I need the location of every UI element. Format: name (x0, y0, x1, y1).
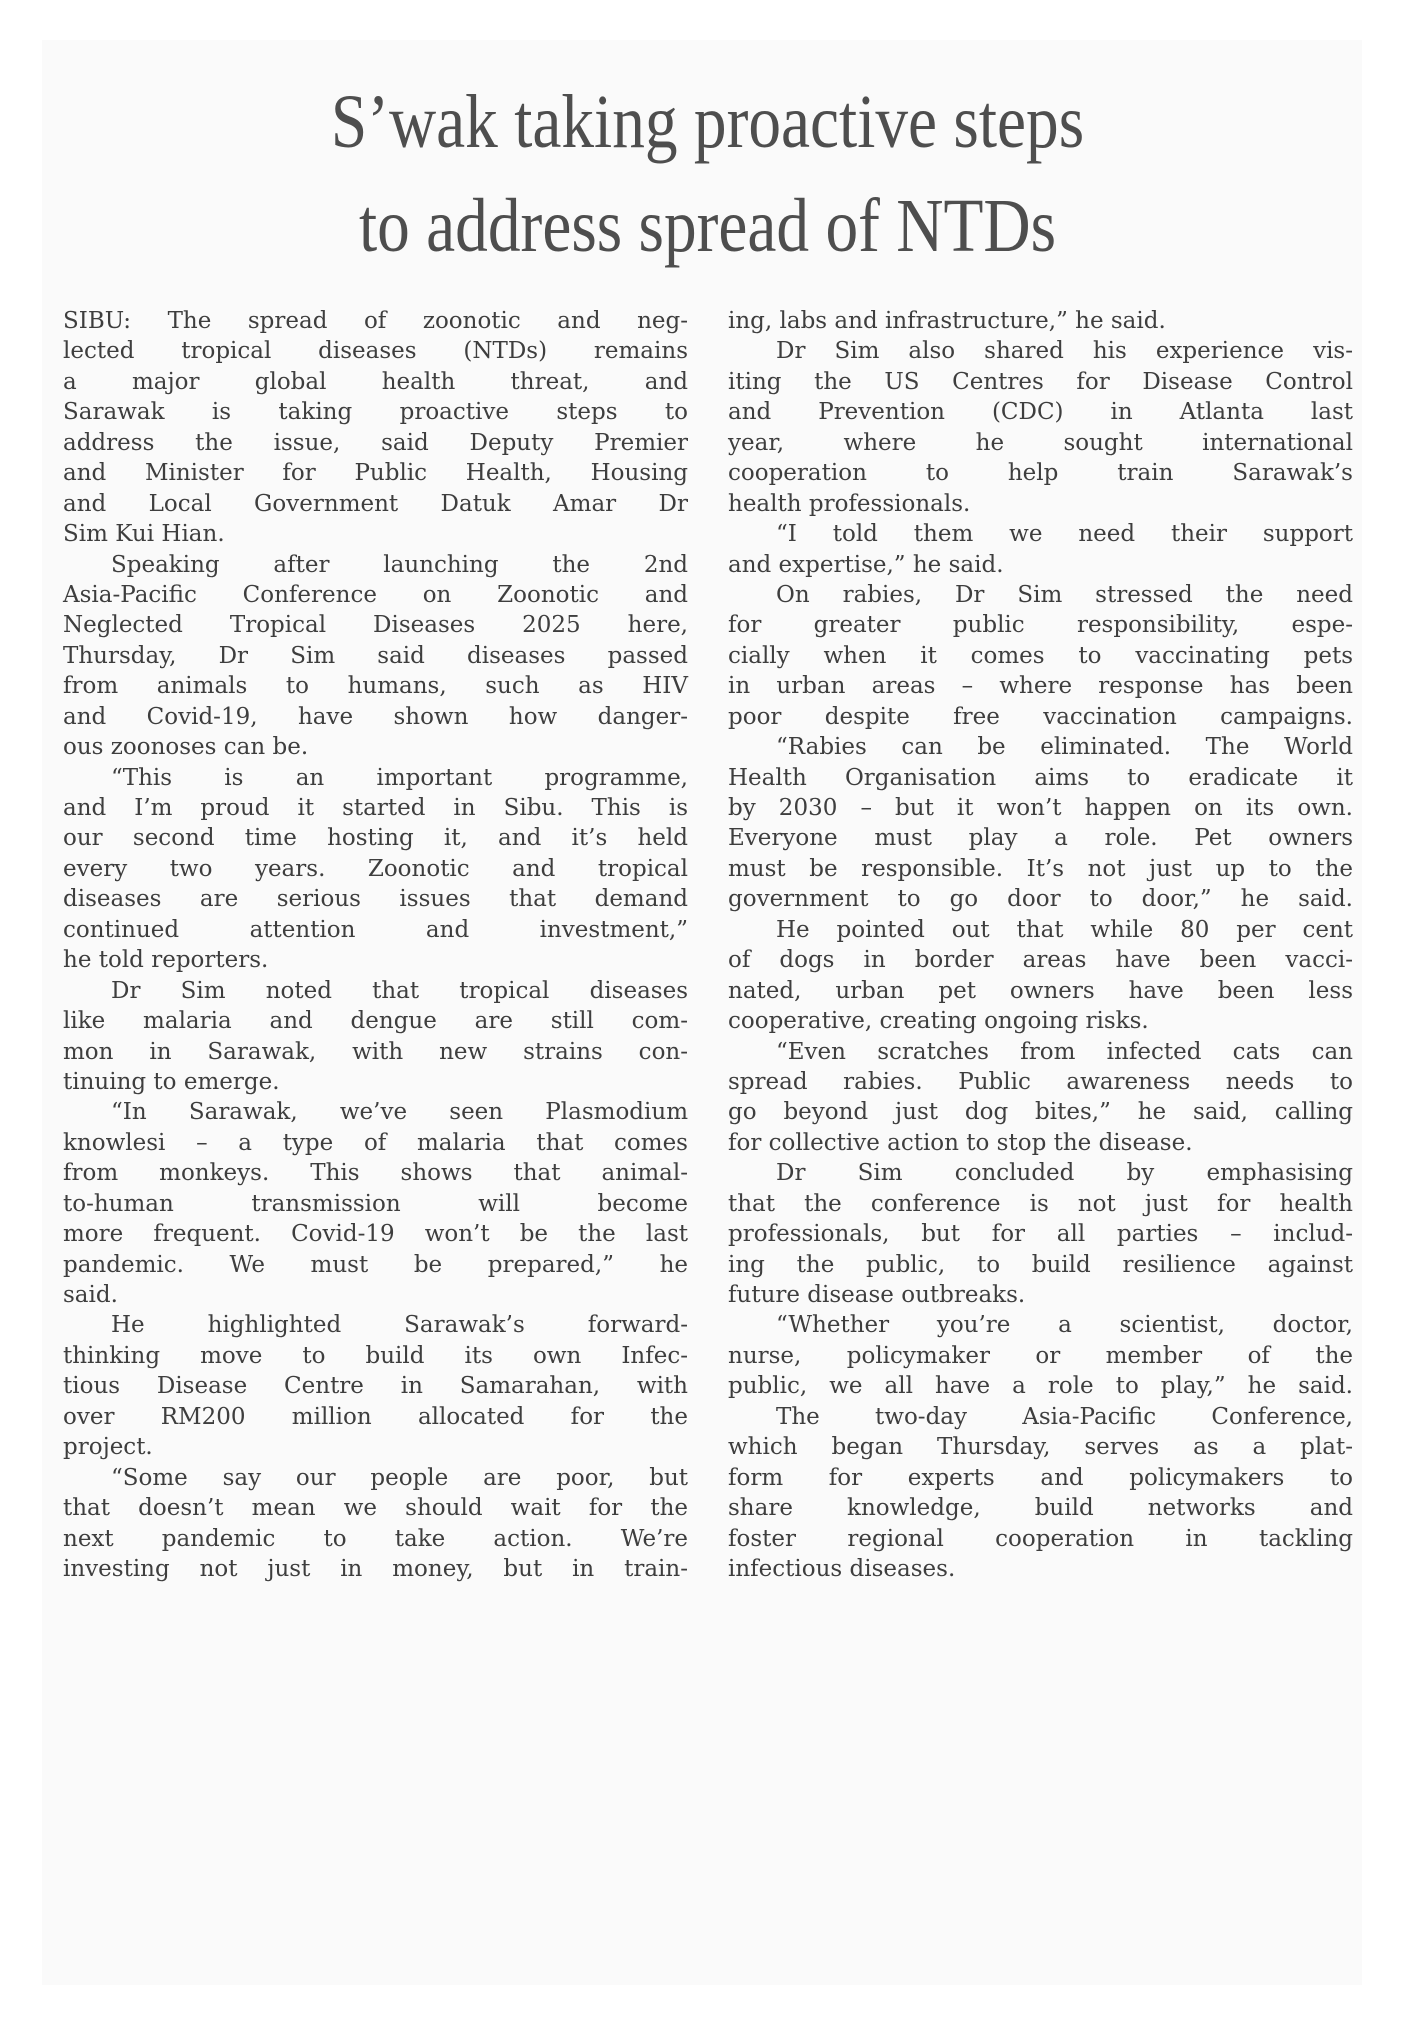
article-text-line: knowlesi – a type of malaria that comes (63, 1129, 688, 1156)
article-text-line: tinuing to emerge. (63, 1068, 280, 1095)
article-text-line: more frequent. Covid-19 won’t be the last (63, 1221, 688, 1248)
article-text-line: Dr Sim concluded by emphasising (776, 1160, 1353, 1187)
article-text-line: Sarawak is taking proactive steps to (63, 399, 688, 426)
article-text-line: Speaking after launching the 2nd (111, 551, 688, 578)
article-text-line: which began Thursday, serves as a plat- (728, 1434, 1353, 1461)
article-text-line: He pointed out that while 80 per cent (776, 916, 1353, 943)
article-text-line: pandemic. We must be prepared,” he (63, 1251, 688, 1278)
article-text-line: a major global health threat, and (63, 368, 688, 395)
article-text-line: investing not just in money, but in train- (63, 1555, 688, 1582)
article-text-line: ous zoonoses can be. (63, 734, 309, 761)
article-text-line: must be responsible. It’s not just up to the (728, 855, 1353, 882)
article-text-line: ing, labs and infrastructure,” he said. (728, 308, 1166, 334)
article-text-line: The two-day Asia-Pacific Conference, (776, 1403, 1353, 1430)
article-text-line: and I’m proud it started in Sibu. This is (63, 795, 688, 821)
article-text-line: Neglected Tropical Diseases 2025 here, (63, 612, 688, 639)
article-text-line: cooperation to help train Sarawak’s (728, 460, 1353, 487)
article-text-line: Health Organisation aims to eradicate it (728, 764, 1353, 791)
article-text-line: over RM200 million allocated for the (63, 1403, 688, 1430)
article-text-line: nated, urban pet owners have been less (728, 977, 1353, 1004)
article-text-line: Asia-Pacific Conference on Zoonotic and (63, 581, 688, 608)
article-text-line: cially when it comes to vaccinating pets (728, 642, 1353, 669)
article-text-line: Everyone must play a role. Pet owners (728, 825, 1353, 852)
article-text-line: project. (63, 1434, 153, 1461)
article-text-line: for greater public responsibility, espe- (728, 612, 1353, 639)
article-text-line: cooperative, creating ongoing risks. (728, 1008, 1149, 1035)
article-text-line: our second time hosting it, and it’s held (63, 825, 688, 852)
article-text-line: “I told them we need their support (776, 521, 1353, 548)
article-text-line: thinking move to build its own Infec- (63, 1342, 688, 1369)
article-text-line: by 2030 – but it won’t happen on its own. (728, 795, 1353, 821)
article-text-line: public, we all have a role to play,” he said. (728, 1373, 1353, 1400)
article-text-line: every two years. Zoonotic and tropical (63, 855, 688, 882)
article-text-line: He highlighted Sarawak’s forward- (111, 1312, 688, 1339)
article-text-line: “Even scratches from infected cats can (776, 1038, 1353, 1065)
article-text-line: Dr Sim noted that tropical diseases (111, 977, 688, 1004)
article-text-line: year, where he sought international (728, 429, 1353, 456)
article-text-line: to-human transmission will become (63, 1190, 688, 1217)
headline-line-1: S’wak taking proactive steps (330, 80, 1085, 164)
article-text-line: SIBU: The spread of zoonotic and neg- (63, 308, 688, 334)
article-text-line: that doesn’t mean we should wait for the (63, 1495, 688, 1522)
article-text-line: continued attention and investment,” (63, 916, 688, 943)
article-text-line: foster regional cooperation in tackling (728, 1525, 1353, 1552)
article-text-line: nurse, policymaker or member of the (728, 1342, 1353, 1369)
article-text-line: diseases are serious issues that demand (63, 886, 688, 913)
article-text-line: spread rabies. Public awareness needs to (728, 1068, 1353, 1095)
article-text-line: and Covid-19, have shown how danger- (63, 703, 688, 730)
article-text-line: Thursday, Dr Sim said diseases passed (63, 642, 688, 669)
article-text-line: form for experts and policymakers to (728, 1464, 1353, 1491)
article-text-line: mon in Sarawak, with new strains con- (63, 1038, 688, 1065)
article-text-line: go beyond just dog bites,” he said, calling (728, 1099, 1353, 1126)
article-headline (99, 70, 1316, 278)
article-text-line: “In Sarawak, we’ve seen Plasmodium (111, 1099, 688, 1126)
article-text-line: from animals to humans, such as HIV (63, 673, 688, 700)
article-text-line: iting the US Centres for Disease Control (728, 368, 1353, 395)
article-text-line: said. (63, 1282, 118, 1308)
article-text-line: address the issue, said Deputy Premier (63, 429, 688, 456)
article-text-line: and Prevention (CDC) in Atlanta last (728, 399, 1353, 426)
article-text-line: and expertise,” he said. (728, 551, 1004, 578)
article-column-right (728, 306, 1353, 1584)
article-text-line: ing the public, to build resilience against (728, 1251, 1353, 1278)
article-text-line: and Minister for Public Health, Housing (63, 460, 688, 487)
article-text-line: government to go door to door,” he said. (728, 886, 1353, 913)
article-text-line: poor despite free vaccination campaigns. (728, 703, 1353, 730)
article-text-line: lected tropical diseases (NTDs) remains (63, 338, 688, 365)
article-text-line: like malaria and dengue are still com- (63, 1008, 688, 1035)
headline-line-2: to address spread of NTDs (358, 184, 1057, 268)
article-text-line: he told reporters. (63, 947, 269, 974)
article-text-line: infectious diseases. (728, 1555, 956, 1582)
article-text-line: future disease outbreaks. (728, 1282, 1026, 1308)
article-column-left (63, 306, 688, 1584)
article-text-line: next pandemic to take action. We’re (63, 1525, 688, 1552)
article-text-line: “Whether you’re a scientist, doctor, (776, 1312, 1353, 1339)
article-text-line: “Rabies can be eliminated. The World (776, 734, 1353, 761)
article-text-line: Dr Sim also shared his experience vis- (776, 338, 1353, 365)
article-text-line: Sim Kui Hian. (63, 521, 225, 548)
article-text-line: share knowledge, build networks and (728, 1495, 1353, 1522)
article-text-line: for collective action to stop the disease. (728, 1129, 1193, 1156)
article-text-line: professionals, but for all parties – includ- (728, 1221, 1353, 1248)
article-text-line: On rabies, Dr Sim stressed the need (776, 581, 1353, 608)
article-text-line: in urban areas – where response has been (728, 673, 1353, 700)
article-text-line: health professionals. (728, 490, 971, 517)
article-text-line: of dogs in border areas have been vacci- (728, 947, 1353, 974)
article-text-line: “Some say our people are poor, but (111, 1464, 688, 1491)
article-text-line: and Local Government Datuk Amar Dr (63, 490, 688, 517)
article-text-line: from monkeys. This shows that animal- (63, 1160, 688, 1187)
article-text-line: tious Disease Centre in Samarahan, with (63, 1373, 688, 1400)
article-text-line: that the conference is not just for health (728, 1190, 1353, 1217)
article-text-line: “This is an important programme, (111, 764, 688, 791)
